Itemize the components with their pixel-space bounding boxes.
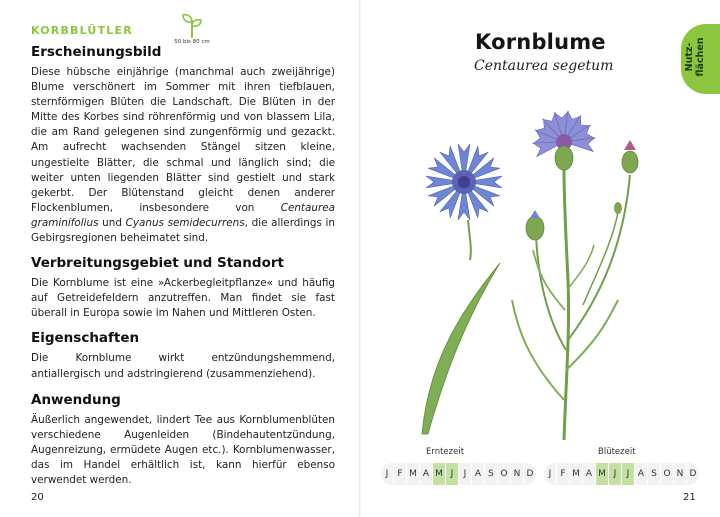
harvest-month: A [472, 463, 485, 485]
cornflower-illustration [408, 100, 678, 445]
harvest-calendar [381, 463, 537, 485]
text-column [31, 44, 335, 497]
latin-name-1: Centaurea graminifolius [31, 201, 335, 229]
right-page [360, 0, 720, 517]
section-heading-properties: Eigenschaften [31, 330, 140, 347]
plant-latin-name: Centaurea segetum [474, 58, 614, 74]
bloom-month: J [609, 463, 622, 485]
bloom-month: S [648, 463, 661, 485]
bloom-calendar [544, 463, 700, 485]
latin-name-2: Cyanus semidecurrens [125, 216, 245, 229]
bloom-month: D [687, 463, 700, 485]
bloom-month: M [596, 463, 609, 485]
section-heading-habitat: Verbreitungsgebiet und Standort [31, 255, 284, 272]
harvest-month: N [511, 463, 524, 485]
harvest-month: M [433, 463, 446, 485]
bloom-month: A [583, 463, 596, 485]
bloom-month: J [622, 463, 635, 485]
section-heading-usage: Anwendung [31, 391, 121, 408]
page-number-right: 21 [683, 492, 696, 503]
sprout-icon [181, 12, 203, 38]
plant-family-label: KORBBLÜTLER [31, 24, 133, 37]
harvest-month: D [524, 463, 537, 485]
section-text-properties: Die Kornblume wirkt entzündungshemmend, antiallergisch und adstringierend (zusammenziehend). [31, 352, 335, 380]
section-text-usage: Äußerlich angewendet, lindert Tee aus Kornblumenblüten verschiedene Augenleiden (Bindehautentzündung, Augenreizung, ermüdete Augen etc.). Kornblumenwasser, das im Handel erhältlich ist, kann hierfür ebenso verwendet werden. [31, 413, 335, 486]
section-text-appearance: Diese hübsche einjährige (manchmal auch zweijährige) Blume verschönert im Sommer mit ihren tiefblauen, sternförmigen Blüten die Landschaft. Die Blüten in der Mitte des Korbes sind röhrenförmig und von blassem Lila, die am Rand gelegenen sind zungenförmig und gezackt. Am aufrecht wachsenden Stängel sitzen kleine, ungestielte Blätter, die schmal und länglich sind; die weiter unten liegenden Blätter sind gestielt und stark gekerbt. Der Blütenstand gleicht denen anderer Flockenblumen, insbesondere von Centaurea graminifolius und Cyanus semidecurrens, die allerdings in Gebirgsregionen beheimatet sind. [31, 66, 336, 245]
height-text: 50 bis 80 cm [174, 39, 210, 45]
harvest-month: J [446, 463, 459, 485]
bloom-month: N [674, 463, 687, 485]
category-tab-label: Nutz- flächen [684, 37, 706, 77]
harvest-month: J [381, 463, 394, 485]
height-badge [166, 12, 218, 45]
harvest-month: M [407, 463, 420, 485]
harvest-label: Erntezeit [426, 447, 465, 457]
bloom-month: M [570, 463, 583, 485]
harvest-month: O [498, 463, 511, 485]
harvest-month: J [459, 463, 472, 485]
harvest-month: S [485, 463, 498, 485]
bloom-month: A [635, 463, 648, 485]
bud-icon [526, 210, 544, 240]
bloom-month: J [544, 463, 557, 485]
bloom-month: O [661, 463, 674, 485]
plant-title: Kornblume [475, 30, 606, 54]
bloom-month: F [557, 463, 570, 485]
bloom-label: Blütezeit [598, 447, 636, 457]
bud-icon-3 [614, 202, 622, 214]
section-heading-appearance: Erscheinungsbild [31, 44, 162, 60]
top-flower-icon [533, 111, 594, 170]
bud-icon-2 [622, 140, 638, 173]
section-text-habitat: Die Kornblume ist eine »Ackerbegleitpflanze« und häufig auf Getreidefeldern anzutreffen. Man findet sie fast überall in Europa sowie im Nahen und Mittleren Osten. [31, 277, 335, 320]
left-flower-icon [426, 144, 502, 220]
harvest-month: F [394, 463, 407, 485]
page-number-left: 20 [31, 492, 44, 503]
harvest-month: A [420, 463, 433, 485]
